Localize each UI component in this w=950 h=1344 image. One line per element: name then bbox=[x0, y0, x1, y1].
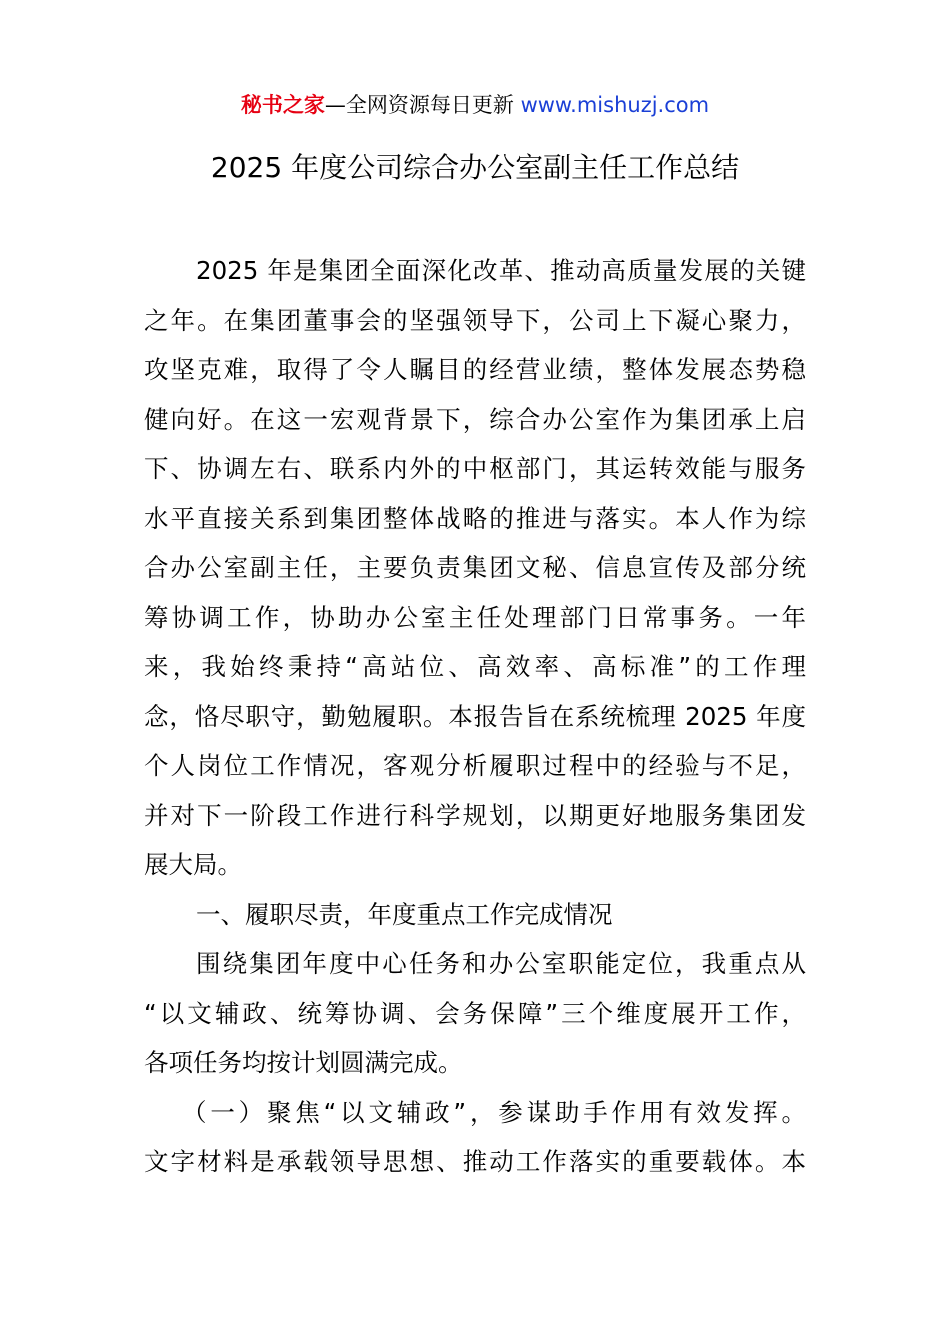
body-line: 筹协调工作，协助办公室主任处理部门日常事务。一年 bbox=[144, 602, 806, 632]
body-line: 来，我始终秉持“高站位、高效率、高标准”的工作理 bbox=[144, 652, 806, 681]
brand-name: 秘书之家 bbox=[240, 93, 325, 117]
body-line: 合办公室副主任，主要负责集团文秘、信息宣传及部分统 bbox=[144, 553, 806, 582]
body-line: 之年。在集团董事会的坚强领导下，公司上下凝心聚力， bbox=[144, 305, 806, 335]
body-line: “以文辅政、统筹协调、会务保障”三个维度展开工作， bbox=[144, 998, 806, 1028]
site-banner bbox=[0, 90, 950, 120]
body-line: 围绕集团年度中心任务和办公室职能定位，我重点从 bbox=[196, 949, 806, 978]
document-title: 2025 年度公司综合办公室副主任工作总结 bbox=[210, 151, 740, 184]
body-line: 文字材料是承载领导思想、推动工作落实的重要载体。本 bbox=[144, 1147, 806, 1176]
section-heading: 一、履职尽责，年度重点工作完成情况 bbox=[196, 899, 613, 929]
body-line: 展大局。 bbox=[144, 850, 242, 879]
banner-slogan: —全网资源每日更新 bbox=[324, 93, 521, 117]
body-line: 2025 年是集团全面深化改革、推动高质量发展的关键 bbox=[196, 256, 806, 285]
site-url[interactable]: www.mishuzj.com bbox=[520, 93, 710, 117]
body-line: 攻坚克难，取得了令人瞩目的经营业绩，整体发展态势稳 bbox=[144, 355, 806, 384]
body-line: 各项任务均按计划圆满完成。 bbox=[144, 1048, 463, 1077]
body-line: 念，恪尽职守，勤勉履职。本报告旨在系统梳理 2025 年度 bbox=[144, 701, 806, 731]
document-body bbox=[144, 246, 806, 1187]
subsection-heading: （一）聚焦“以文辅政”，参谋助手作用有效发挥。 bbox=[182, 1097, 806, 1127]
body-line: 水平直接关系到集团整体战略的推进与落实。本人作为综 bbox=[144, 503, 806, 533]
body-line: 下、协调左右、联系内外的中枢部门，其运转效能与服务 bbox=[144, 454, 806, 483]
body-line: 个人岗位工作情况，客观分析履职过程中的经验与不足， bbox=[144, 751, 806, 780]
body-line: 健向好。在这一宏观背景下，综合办公室作为集团承上启 bbox=[144, 404, 806, 434]
body-line: 并对下一阶段工作进行科学规划，以期更好地服务集团发 bbox=[144, 800, 806, 830]
